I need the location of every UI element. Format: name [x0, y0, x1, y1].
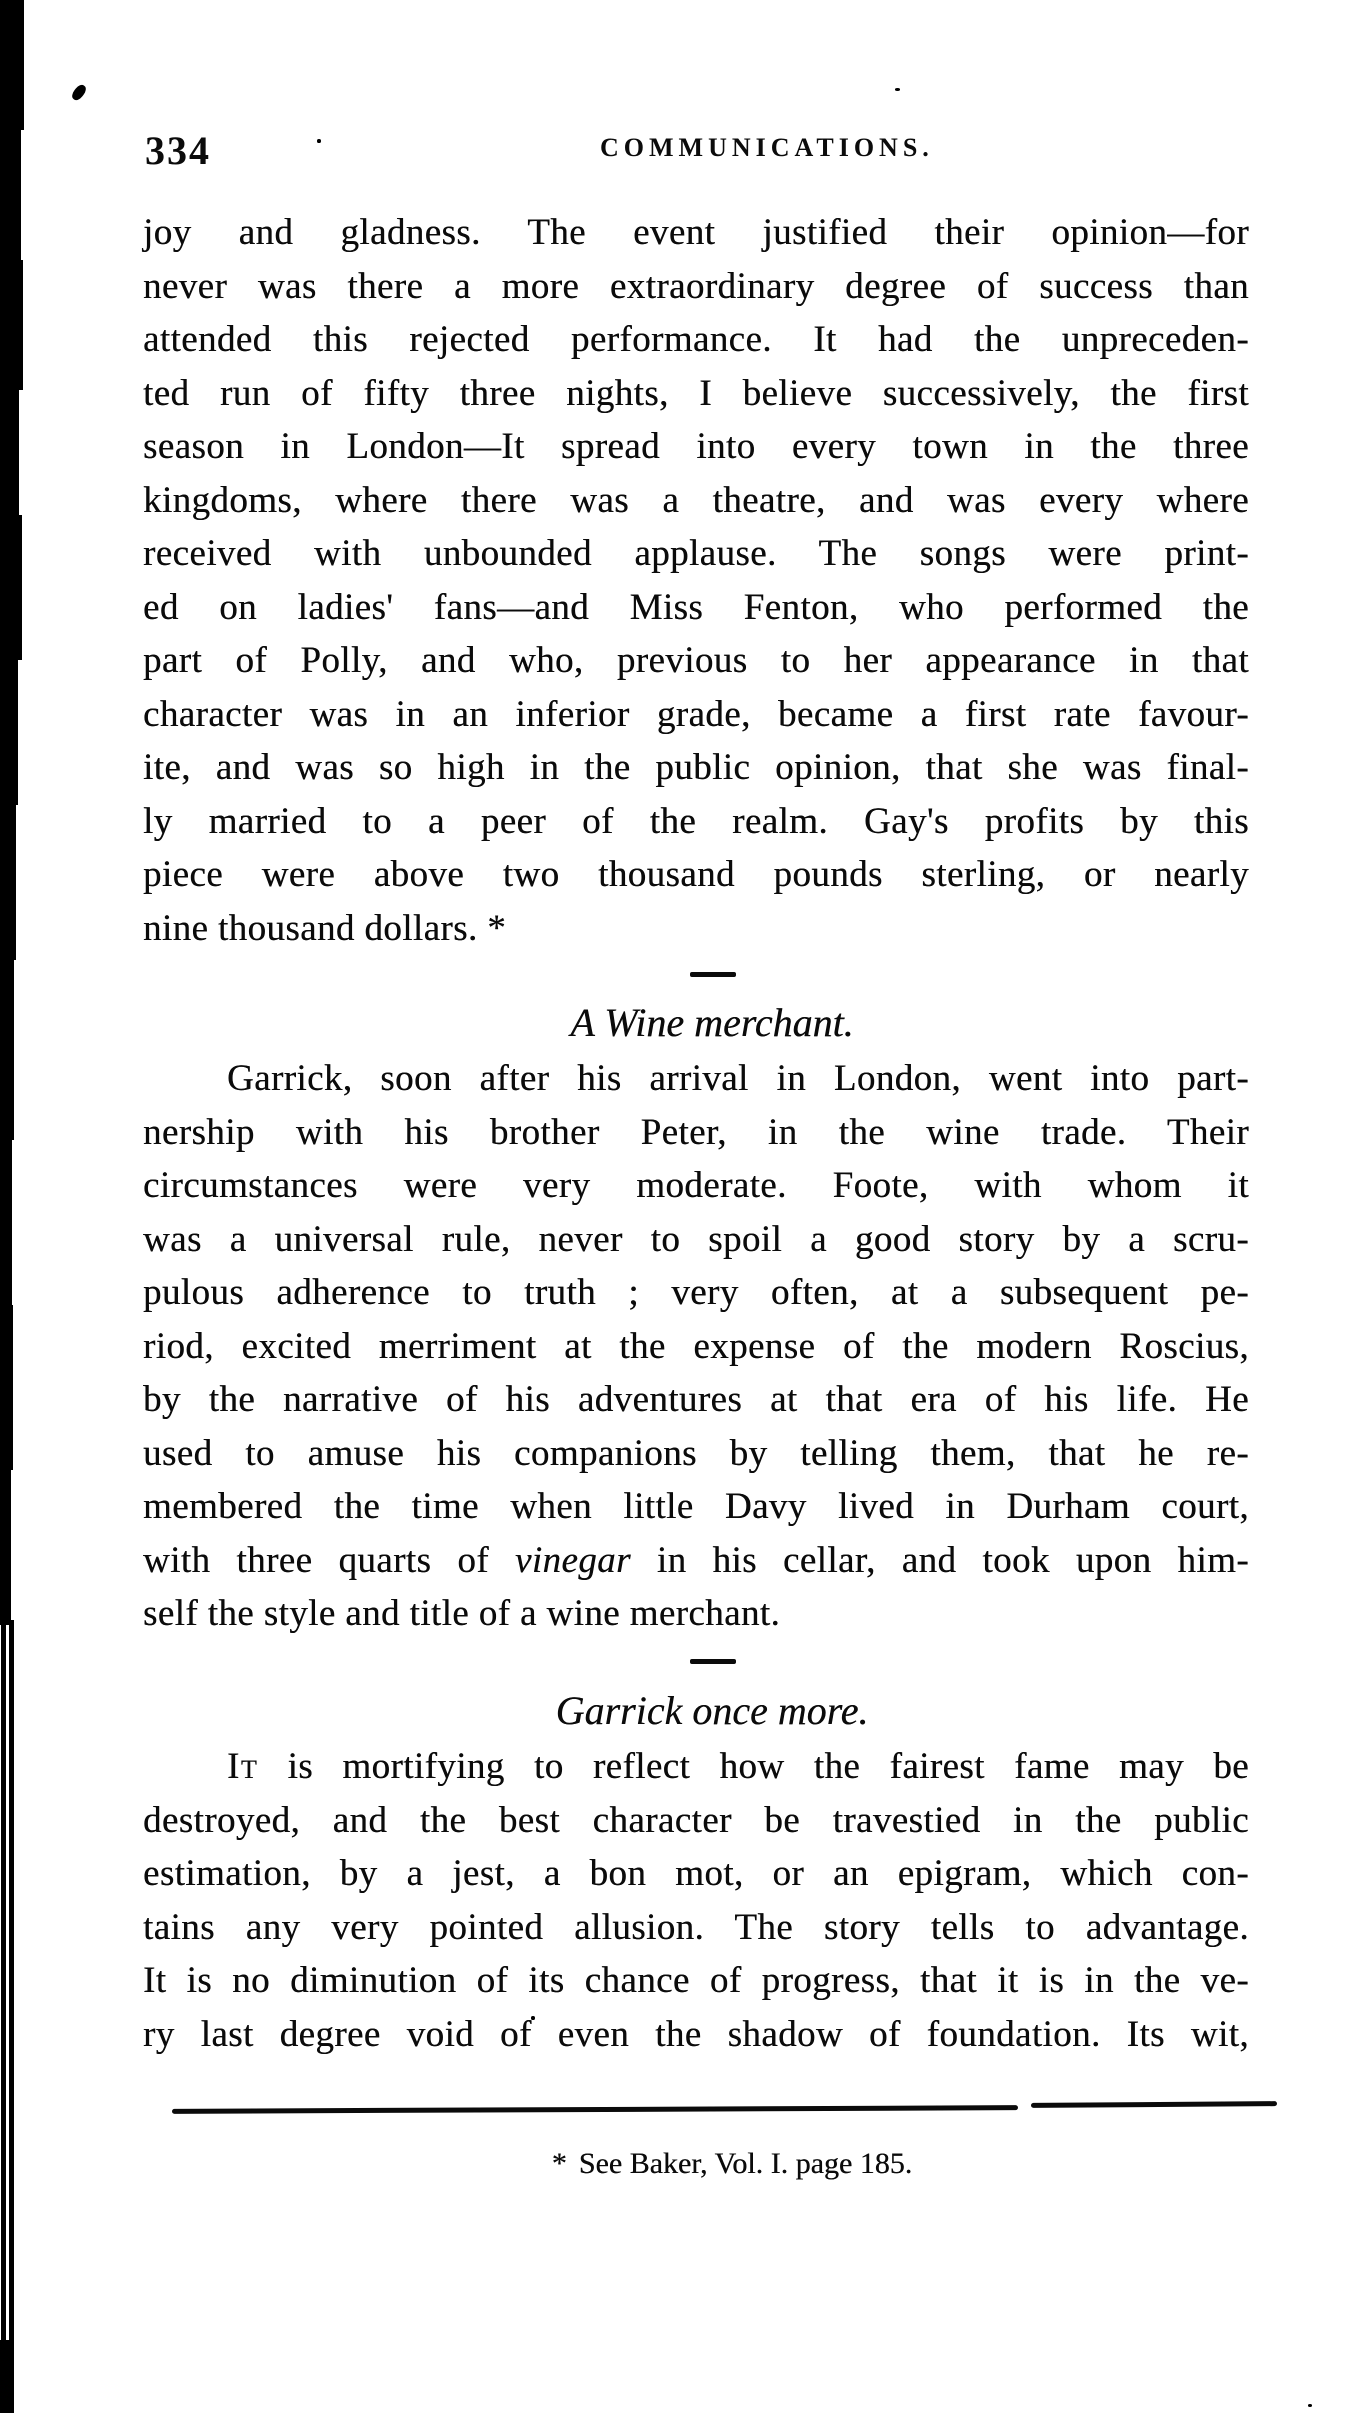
scan-edge-artifact [1, 1620, 6, 2413]
running-title: COMMUNICATIONS. [600, 133, 934, 162]
text-segment: is mortifying to reflect how the fairest fame may be [258, 1746, 1249, 1787]
footnote-separator-rule [1031, 2101, 1277, 2108]
text-line: Garrick, soon after his arrival in London, went into part- [227, 1058, 1249, 1099]
footnote-text: See Baker, Vol. I. page 185. [578, 2147, 913, 2180]
text-line: by the narrative of his adventures at that era of his life. He [143, 1379, 1249, 1420]
text-line: received with unbounded applause. The songs were print- [143, 533, 1249, 574]
text-line: was a universal rule, never to spoil a good story by a scru- [143, 1218, 1249, 1260]
text-line: never was there a more extraordinary degree of success than [143, 265, 1249, 307]
text-line: It is no diminution of its chance of progress, that it is in the ve- [143, 1960, 1249, 2001]
text-line: nership with his brother Peter, in the wine trade. Their [143, 1111, 1249, 1153]
text-line: ry last degree void of even the shadow of foundation. Its wit, [143, 2013, 1249, 2055]
text-segment: with three quarts of [143, 1539, 515, 1581]
footnote-marker: * [551, 2147, 567, 2180]
text-line-with-italic [143, 1534, 1249, 1588]
section-heading-garrick-once-more: Garrick once more. [555, 1688, 869, 1733]
ink-speck [317, 139, 321, 143]
page-number: 334 [145, 128, 211, 173]
ink-speck [1308, 2404, 1312, 2407]
paragraph-garrick-once-more [143, 1740, 1249, 2061]
text-line: used to amuse his companions by telling them, that he re- [143, 1432, 1249, 1474]
text-line: kingdoms, where there was a theatre, and was every where [143, 479, 1249, 521]
ink-speck [70, 83, 88, 103]
text-line: riod, excited merriment at the expense of the modern Roscius, [143, 1325, 1249, 1367]
text-line: character was in an inferior grade, became a first rate favour- [143, 693, 1249, 735]
text-line: destroyed, and the best character be travestied in the public [143, 1799, 1249, 1841]
footnote [179, 2146, 1285, 2182]
text-line: attended this rejected performance. It had the unpreceden- [143, 319, 1249, 360]
scan-edge-artifact [9, 1620, 14, 2413]
text-line: season in London—It spread into every town in the three [143, 426, 1249, 467]
text-line-with-smallcaps [143, 1740, 1249, 1794]
text-line: circumstances were very moderate. Foote, with whom it [143, 1165, 1249, 1206]
text-line: estimation, by a jest, a bon mot, or an epigram, which con- [143, 1853, 1249, 1894]
text-line: tains any very pointed allusion. The story tells to advantage. [143, 1906, 1249, 1948]
paragraph-gay-success [143, 206, 1249, 955]
smallcaps-word-it: It [227, 1746, 259, 1787]
section-heading-wine-merchant: A Wine merchant. [570, 1000, 854, 1045]
text-line: nine thousand dollars. * [143, 907, 507, 949]
text-line: part of Polly, and who, previous to her appearance in that [143, 640, 1249, 681]
text-line: ted run of fifty three nights, I believe successively, the first [143, 372, 1249, 414]
text-line: pulous adherence to truth ; very often, at a subsequent pe- [143, 1272, 1249, 1313]
footnote-separator-rule [172, 2105, 1018, 2114]
section-divider-dash [690, 972, 736, 977]
paragraph-wine-merchant [143, 1052, 1249, 1641]
text-line: ite, and was so high in the public opinion, that she was final- [143, 747, 1249, 788]
ink-speck [895, 88, 900, 91]
text-line: self the style and title of a wine merchant. [143, 1593, 781, 1634]
text-segment: in his cellar, and took upon him- [630, 1539, 1249, 1581]
italic-word-vinegar: vinegar [515, 1539, 631, 1581]
text-line: membered the time when little Davy lived in Durham court, [143, 1486, 1249, 1527]
section-divider-dash [690, 1659, 736, 1664]
text-line: ly married to a peer of the realm. Gay's profits by this [143, 800, 1249, 842]
text-line: piece were above two thousand pounds sterling, or nearly [143, 854, 1249, 895]
text-line: joy and gladness. The event justified their opinion—for [143, 212, 1249, 253]
text-line: ed on ladies' fans—and Miss Fenton, who performed the [143, 586, 1249, 628]
